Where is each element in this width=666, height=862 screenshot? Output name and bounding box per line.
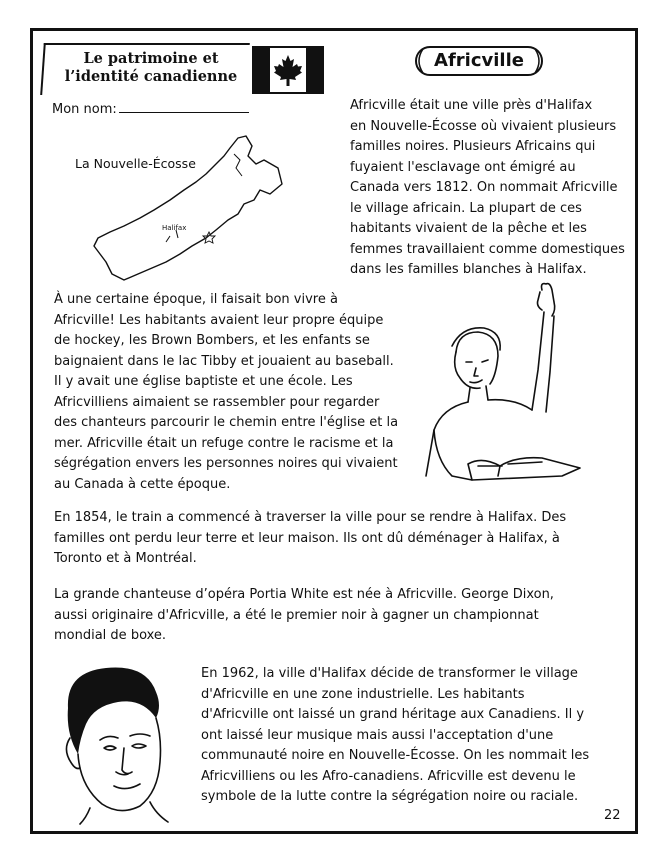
student-raising-hand-illustration	[412, 280, 584, 494]
page-number: 22	[604, 808, 621, 823]
life-paragraph: À une certaine époque, il faisait bon vivre à Africville! Les habitants avaient leur propre équipe de hockey, les Brown Bombers, et les enfants se baignaient dans le lac Tibby et jouaient au baseball. Il y avait une église baptiste et une école. Les Africvilliens aimaient se rassembler pour regarder des chanteurs parcourir le chemin entre l'église et la mer. Africville était un refuge contre le racisme et la ségrégation envers les personnes noires qui vivaient au Canada à cette époque.	[54, 292, 399, 492]
famous-people-paragraph: La grande chanteuse d’opéra Portia White est née à Africville. George Dixon, aussi originaire d'Africville, a été le premier noir à gagner un championnat mondial de boxe.	[54, 587, 554, 643]
nova-scotia-map	[88, 134, 288, 282]
legacy-paragraph: En 1962, la ville d'Halifax décide de transformer le village d'Africville en une zone industrielle. Les habitants d'Africville ont laissé un grand héritage aux Canadiens. Il y ont laissé leur musique mais aussi l'acceptation d'une communauté noire en Nouvelle-Écosse. On les nommait les Africvilliens ou les Afro-canadiens. Africville est devenu le symbole de la lutte contre la ségrégation noire ou raciale.	[201, 666, 590, 804]
title-line-1: Le patrimoine et	[83, 50, 219, 67]
map-region-label: La Nouvelle-Écosse	[75, 156, 196, 171]
title-line-2: l’identité canadienne	[64, 68, 238, 85]
name-field	[52, 100, 249, 117]
banner-title: Africville	[434, 50, 524, 71]
name-label: Mon nom:	[52, 102, 117, 117]
canada-flag-icon	[252, 46, 324, 94]
portrait-illustration	[50, 658, 188, 826]
intro-paragraph: Africville était une ville près d'Halifax en Nouvelle-Écosse où vivaient plusieurs familles noires. Plusieurs Africains qui fuyaient l'esclavage ont émigré au Canada vers 1812. On nommait Africville le village africain. La plupart de ces habitants vivaient de la pêche et les femmes travaillaient comme domestiques dans les familles blanches à Halifax.	[350, 98, 625, 277]
train-paragraph: En 1854, le train a commencé à traverser la ville pour se rendre à Halifax. Des familles ont perdu leur terre et leur maison. Ils ont dû déménager à Halifax, à Toronto et à Montréal.	[54, 510, 567, 566]
name-line	[119, 100, 249, 113]
worksheet-title	[56, 50, 246, 86]
map-city-label: Halifax	[162, 224, 187, 232]
